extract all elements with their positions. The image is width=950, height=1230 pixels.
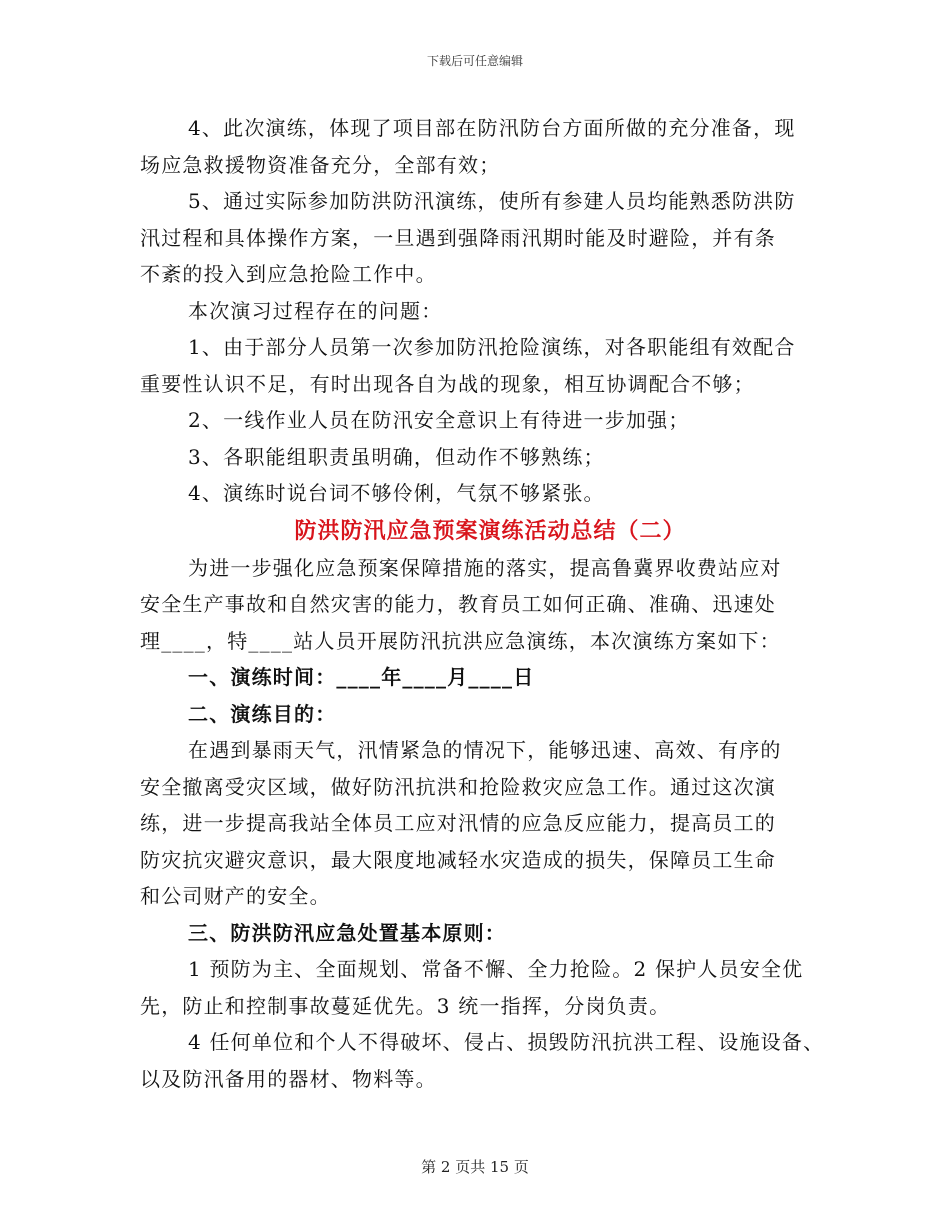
paragraph-line: 为进一步强化应急预案保障措施的落实，提高鲁冀界收费站应对 — [188, 555, 782, 580]
paragraph-line: 2、一线作业人员在防汛安全意识上有待进一步加强； — [188, 408, 690, 432]
paragraph-line: 4 任何单位和个人不得破坏、侵占、损毁防汛抗洪工程、设施设备、 — [188, 1030, 825, 1054]
section-heading: 本次演习过程存在的问题： — [188, 298, 443, 323]
document-body — [140, 110, 840, 1097]
paragraph-line: 在遇到暴雨天气，汛情紧急的情况下，能够迅速、高效、有序的 — [188, 738, 782, 762]
paragraph-line: 3、各职能组职责虽明确，但动作不够熟练； — [188, 444, 605, 469]
section-heading: 三、防洪防汛应急处置基本原则： — [188, 920, 506, 945]
page-footer: 第 2 页共 15 页 — [421, 1158, 529, 1176]
paragraph-line: 5、通过实际参加防洪防汛演练，使所有参建人员均能熟悉防洪防 — [188, 189, 796, 213]
paragraph-line: 安全生产事故和自然灾害的能力，教育员工如何正确、准确、迅速处 — [140, 592, 776, 616]
paragraph-line: 汛过程和具体操作方案，一旦遇到强降雨汛期时能及时避险，并有条 — [140, 225, 776, 250]
paragraph-line: 1、由于部分人员第一次参加防汛抢险演练，对各职能组有效配合 — [188, 335, 796, 359]
paragraph-line: 练，进一步提高我站全体员工应对汛情的应急反应能力，提高员工的 — [140, 811, 776, 835]
paragraph-line: 不紊的投入到应急抢险工作中。 — [140, 262, 437, 286]
paragraph-line: 理____，特____站人员开展防汛抗洪应急演练，本次演练方案如下： — [140, 628, 781, 653]
paragraph-line: 安全撤离受灾区域，做好防汛抗洪和抢险救灾应急工作。通过这次演 — [140, 774, 776, 799]
paragraph-line: 以及防汛备用的器材、物料等。 — [140, 1066, 437, 1091]
page-header: 下载后可任意编辑 — [426, 54, 523, 68]
paragraph-line: 1 预防为主、全面规划、常备不懈、全力抢险。2 保护人员安全优 — [188, 957, 804, 981]
section-heading: 一、演练时间：____年____月____日 — [188, 665, 535, 689]
paragraph-line: 场应急救援物资准备充分，全部有效； — [140, 152, 501, 177]
document-title: 防洪防汛应急预案演练活动总结（二） — [294, 517, 686, 544]
paragraph-line: 先，防止和控制事故蔓延优先。3 统一指挥，分岗负责。 — [140, 993, 671, 1018]
paragraph-line: 4、演练时说台词不够伶俐，气氛不够紧张。 — [188, 481, 605, 505]
section-heading: 二、演练目的： — [188, 701, 337, 726]
paragraph-line: 4、此次演练，体现了项目部在防汛防台方面所做的充分准备，现 — [188, 116, 796, 140]
paragraph-line: 和公司财产的安全。 — [140, 884, 331, 908]
paragraph-line: 重要性认识不足，有时出现各自为战的现象，相互协调配合不够； — [140, 371, 755, 396]
paragraph-line: 防灾抗灾避灾意识，最大限度地减轻水灾造成的损失，保障员工生命 — [140, 847, 776, 872]
